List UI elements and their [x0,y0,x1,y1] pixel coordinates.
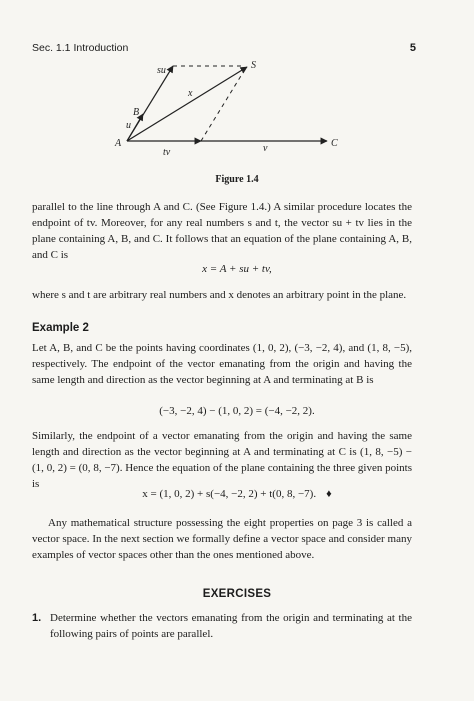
exercise-1 [32,610,412,642]
label-C: C [331,138,338,149]
label-A: A [115,138,122,149]
label-B: B [133,107,140,118]
label-x: x [188,88,193,99]
paragraph-4: Similarly, the endpoint of a vector emanating from the origin and having the same length and direction as the vector beginning at A and terminating at C is (1, 8, −5) − (1, 0, 2) = (0, 8, −7). Hence the equation of the plane containing the three given points is [32,430,412,490]
vector-x [127,67,247,141]
figure-caption: Figure 1.4 [215,174,259,185]
exercise-text: Determine whether the vectors emanating from the origin and terminating at the following pairs of points are parallel. [50,612,412,640]
paragraph-5: Any mathematical structure possessing the eight properties on page 3 is called a vector space. In the next section we formally define a vector space and consider many examples of vector spaces other than the ones mentioned above. [32,517,412,561]
label-tv: tv [163,147,171,158]
dashed-right [201,66,247,141]
equation-text: x = (1, 0, 2) + s(−4, −2, 2) + t(0, 8, −7). [142,488,317,500]
label-S: S [251,60,256,71]
example-heading: Example 2 [32,322,89,334]
end-of-example-mark: ♦ [326,488,332,500]
equation-plane: x = A + su + tv, [202,263,272,275]
label-su: su [157,65,166,76]
figure-1-4 [105,56,345,176]
vector-diagram [105,56,345,176]
section-title: Sec. 1.1 Introduction [32,42,129,54]
label-u: u [126,120,131,131]
paragraph-2: where s and t are arbitrary real numbers and x denotes an arbitrary point in the plane. [32,289,407,301]
equation-difference-1: (−3, −2, 4) − (1, 0, 2) = (−4, −2, 2). [159,405,315,417]
exercise-number: 1. [32,612,42,624]
paragraph-3: Let A, B, and C be the points having coordinates (1, 0, 2), (−3, −2, 4), and (1, 8, −5), respectively. The endpoint of the vector emanating from the origin and having the same length and direction as the vector beginning at A and terminating at B is [32,342,412,386]
label-v: v [263,143,268,154]
page-number: 5 [409,42,416,54]
paragraph-1: parallel to the line through A and C. (See Figure 1.4.) A similar procedure locates the endpoint of tv. Moreover, for any real numbers s and t, the vector su + tv lies in the plane containing A, B, and C. It follows that an equation of the plane containing A, B, and C is [32,201,412,261]
exercises-heading: EXERCISES [202,588,272,600]
equation-plane-example [0,488,474,500]
